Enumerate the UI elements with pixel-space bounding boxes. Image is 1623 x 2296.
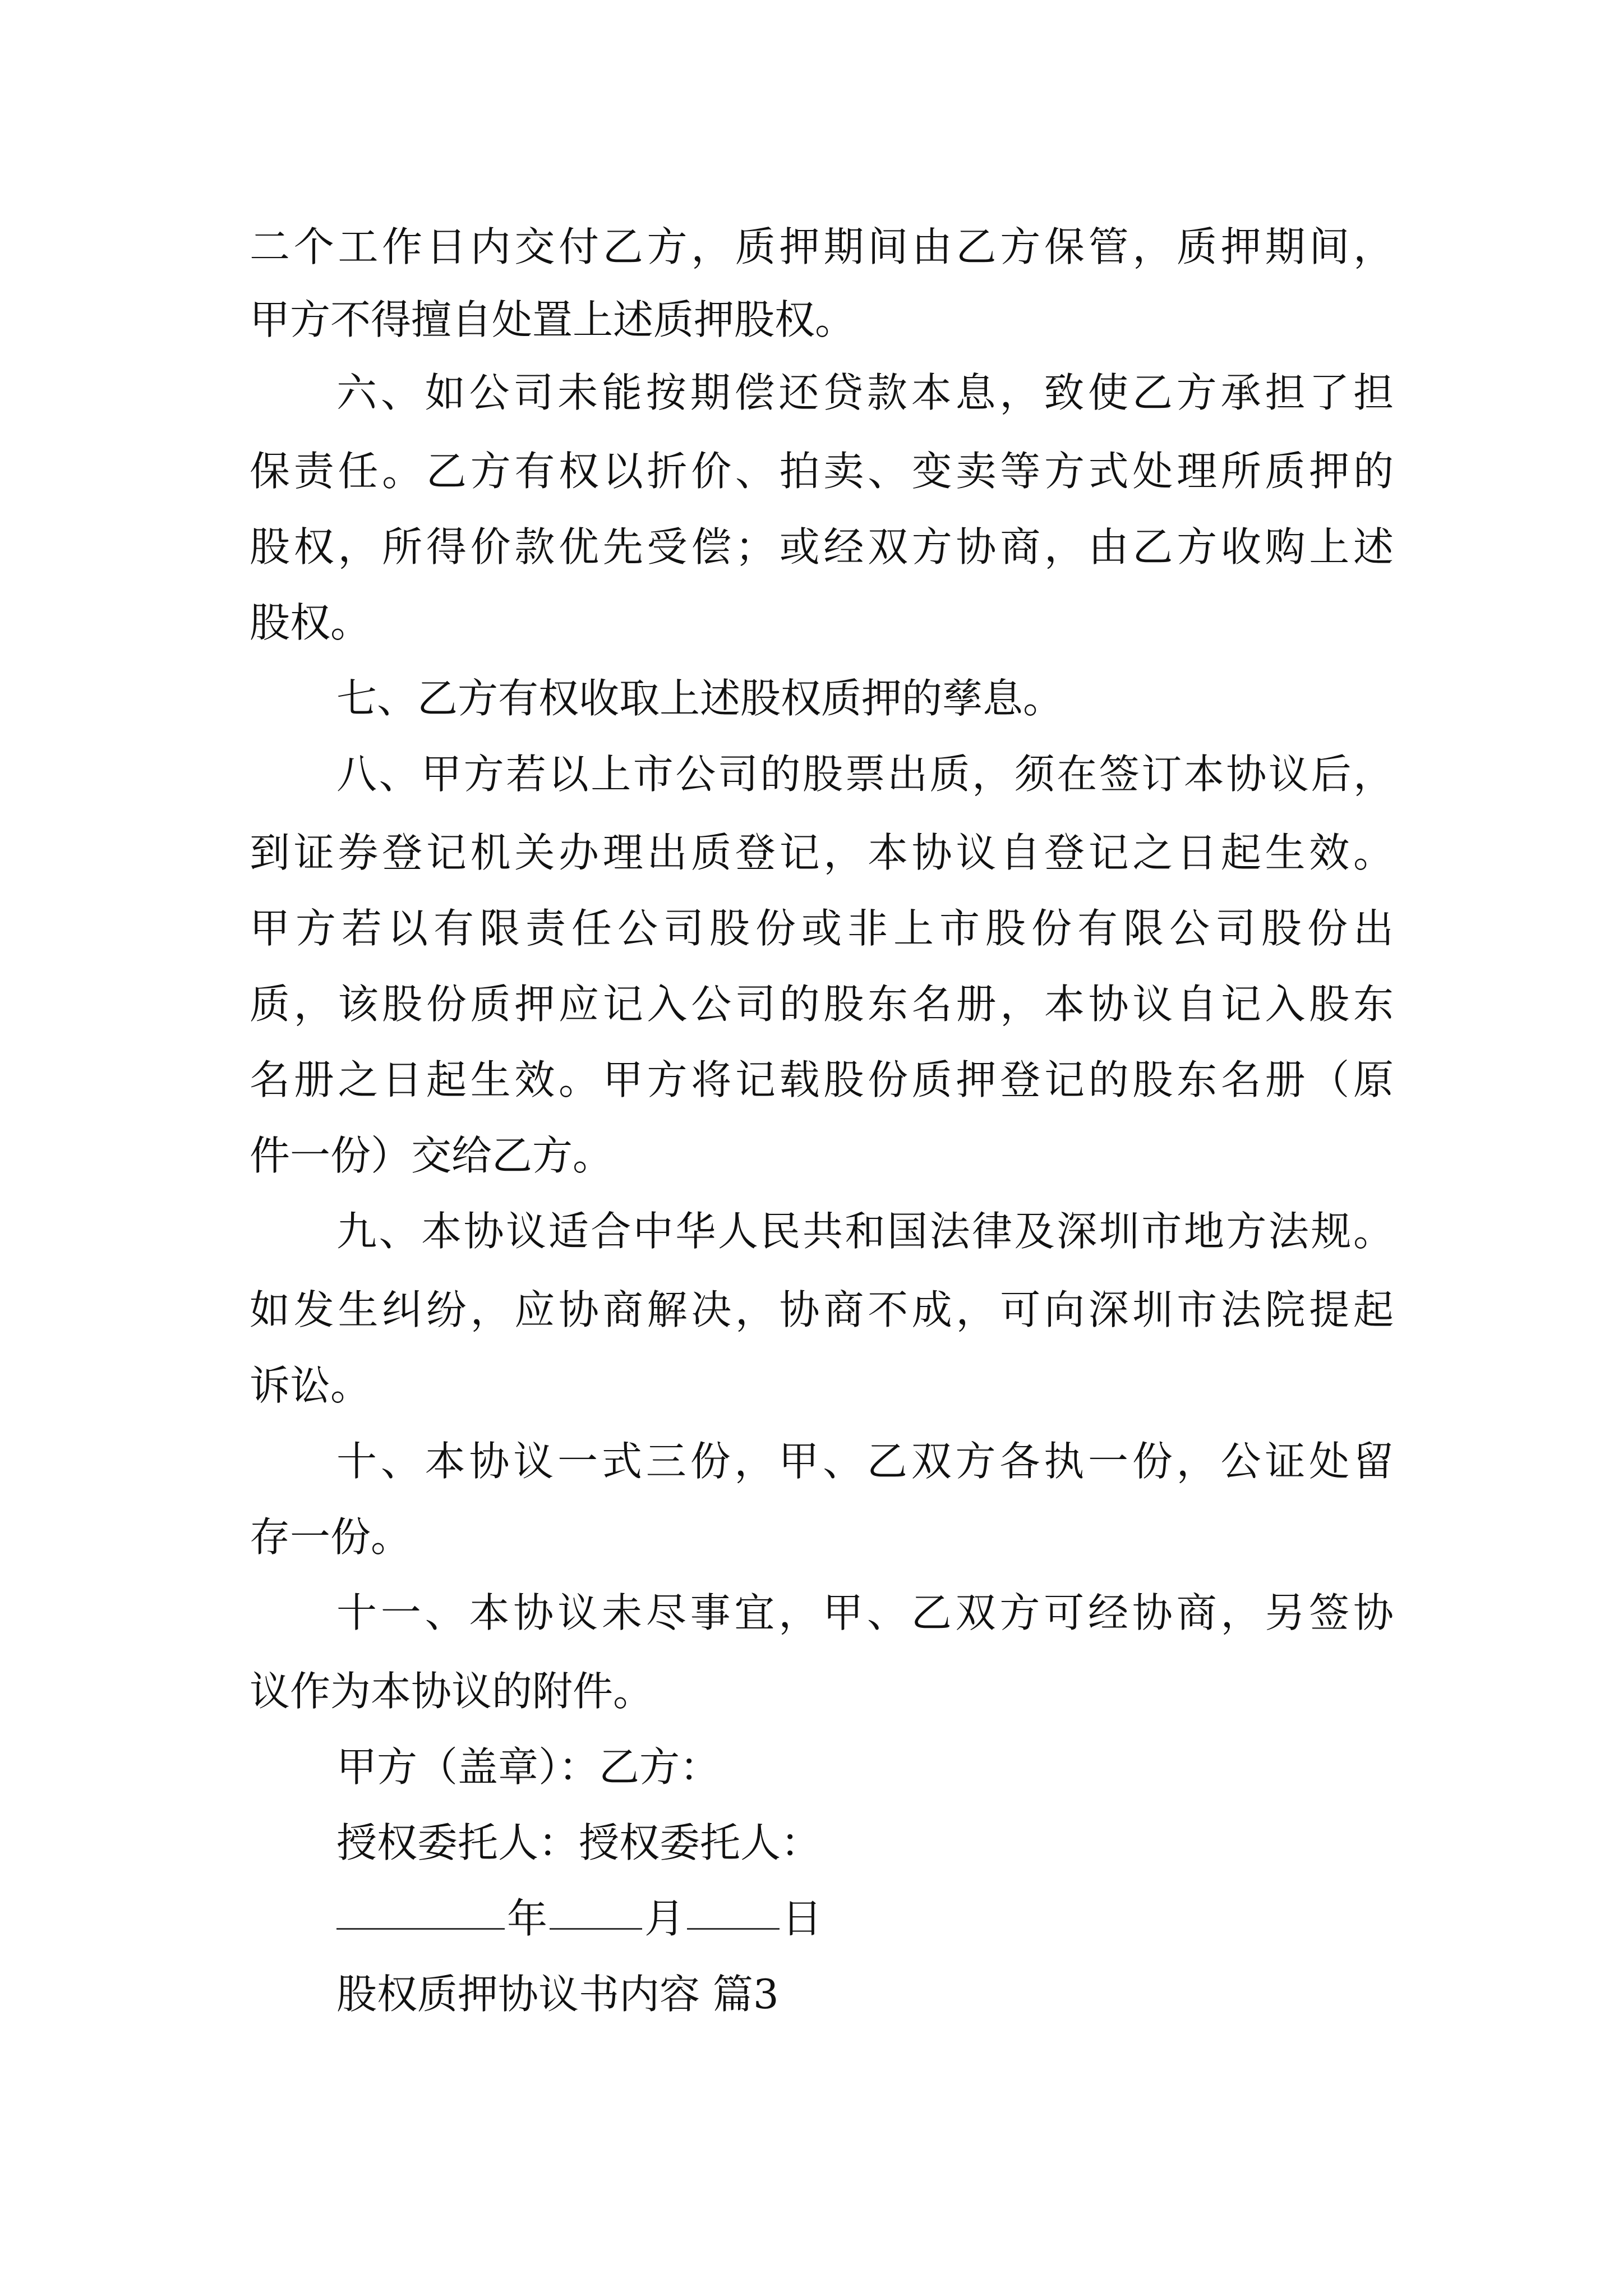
text-line: 诉讼。 bbox=[250, 1362, 371, 1409]
signature-agent-line: 授权委托人：授权委托人： bbox=[336, 1819, 822, 1866]
date-line bbox=[336, 1893, 824, 1944]
day-label: 日 bbox=[782, 1895, 823, 1942]
text-line: 甲方不得擅自处置上述质押股权。 bbox=[250, 296, 856, 343]
year-label: 年 bbox=[507, 1895, 548, 1942]
paragraph-11-start: 十一、本协议未尽事宜，甲、乙双方可经协商，另签协 bbox=[336, 1589, 1394, 1636]
day-blank bbox=[687, 1893, 780, 1930]
text-line: 二个工作日内交付乙方，质押期间由乙方保管，质押期间， bbox=[250, 223, 1394, 270]
text-line: 保责任。乙方有权以折价、拍卖、变卖等方式处理所质押的 bbox=[250, 448, 1394, 495]
paragraph-6-start: 六、如公司未能按期偿还贷款本息，致使乙方承担了担 bbox=[336, 369, 1394, 416]
text-line: 存一份。 bbox=[250, 1513, 412, 1561]
paragraph-9-start: 九、本协议适合中华人民共和国法律及深圳市地方法规。 bbox=[336, 1208, 1394, 1255]
month-label: 月 bbox=[644, 1895, 685, 1942]
text-line: 议作为本协议的附件。 bbox=[250, 1668, 654, 1715]
signature-party-line: 甲方（盖章）：乙方： bbox=[336, 1743, 721, 1791]
text-line: 股权，所得价款优先受偿；或经双方协商，由乙方收购上述 bbox=[250, 523, 1394, 570]
text-line: 到证券登记机关办理出质登记，本协议自登记之日起生效。 bbox=[250, 829, 1394, 876]
text-line: 甲方若以有限责任公司股份或非上市股份有限公司股份出 bbox=[250, 905, 1394, 952]
text-line: 如发生纠纷，应协商解决，协商不成，可向深圳市法院提起 bbox=[250, 1286, 1394, 1333]
year-blank bbox=[336, 1893, 505, 1930]
text-line: 股权。 bbox=[250, 599, 371, 646]
paragraph-8-start: 八、甲方若以上市公司的股票出质，须在签订本协议后， bbox=[336, 751, 1394, 798]
paragraph-7: 七、乙方有权收取上述股权质押的孳息。 bbox=[336, 675, 1064, 722]
section-heading: 股权质押协议书内容 篇3 bbox=[336, 1971, 779, 2018]
text-line: 质，该股份质押应记入公司的股东名册，本协议自记入股东 bbox=[250, 981, 1394, 1028]
text-line: 件一份）交给乙方。 bbox=[250, 1132, 614, 1179]
paragraph-10-start: 十、本协议一式三份，甲、乙双方各执一份，公证处留 bbox=[336, 1438, 1394, 1485]
month-blank bbox=[550, 1893, 642, 1930]
text-line: 名册之日起生效。甲方将记载股份质押登记的股东名册（原 bbox=[250, 1056, 1394, 1103]
